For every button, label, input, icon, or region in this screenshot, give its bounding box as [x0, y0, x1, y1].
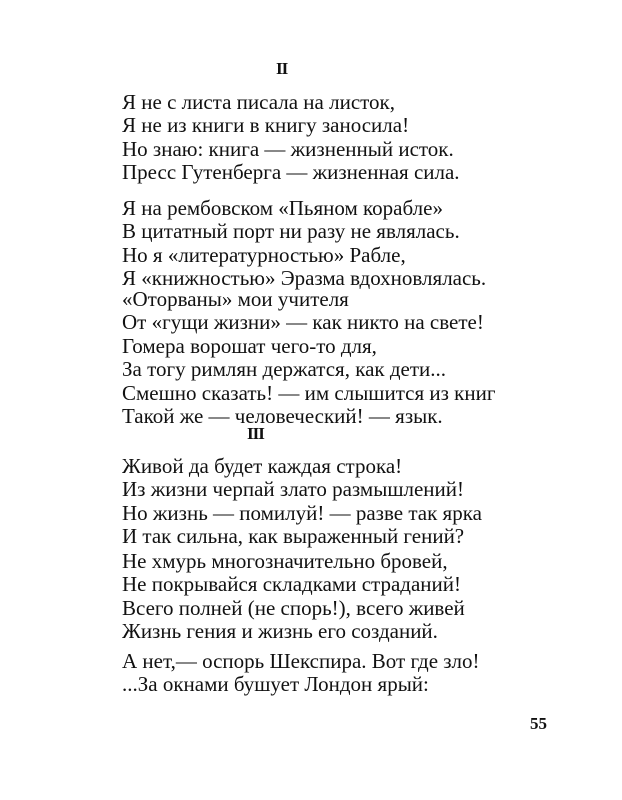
- verse-line: Такой же — человеческий! — язык.: [122, 404, 443, 429]
- verse-line: Не покрывайся складками страданий!: [122, 572, 461, 597]
- stanza: [122, 650, 480, 697]
- verse-line: А нет,— оспорь Шекспира. Вот где зло!: [122, 649, 480, 673]
- section-numeral-ii: II: [276, 59, 288, 78]
- verse-line: Всего полней (не спорь!), всего живей: [122, 595, 465, 620]
- verse-line: Но жизнь — помилуй! — разве так ярка: [122, 500, 482, 525]
- verse-line: И так сильна, как выраженный гений?: [122, 524, 465, 549]
- verse-line: Жизнь гения и жизнь его созданий.: [122, 619, 438, 644]
- verse-line: «Оторваны» мои учителя: [122, 287, 349, 311]
- verse-line: Но знаю: книга — жизненный исток.: [122, 136, 454, 161]
- verse-line: ...За окнами бушует Лондон ярый:: [122, 672, 429, 697]
- verse-line: Живой да будет каждая строка!: [122, 454, 403, 478]
- verse-line: Я не из книги в книгу заносила!: [122, 113, 410, 138]
- page-number: 55: [530, 714, 547, 733]
- verse-line: Смешно сказать! — им слышится из книг: [122, 380, 496, 405]
- stanza: [122, 288, 495, 428]
- verse-line: За тогу римлян держатся, как дети...: [122, 357, 447, 382]
- verse-line: Пресс Гутенберга — жизненная сила.: [122, 160, 460, 185]
- verse-line: В цитатный порт ни разу не являлась.: [122, 219, 460, 244]
- verse-line: Из жизни черпай злато размышлений!: [122, 477, 465, 502]
- verse-line: От «гущи жизни» — как никто на свете!: [122, 310, 484, 335]
- stanza: [122, 550, 465, 644]
- verse-line: Не хмурь многозначительно бровей,: [122, 549, 448, 573]
- verse-line: Я «книжностью» Эразма вдохновлялась.: [122, 266, 487, 291]
- stanza: [122, 455, 482, 549]
- verse-line: Я не с листа писала на листок,: [122, 90, 395, 114]
- section-numeral-iii: III: [247, 424, 264, 443]
- verse-line: Гомера ворошат чего-то для,: [122, 333, 377, 358]
- verse-line: Я на рембовском «Пьяном корабле»: [122, 196, 443, 220]
- stanza: [122, 91, 460, 185]
- verse-line: Но я «литературностью» Рабле,: [122, 242, 406, 267]
- stanza: [122, 197, 486, 291]
